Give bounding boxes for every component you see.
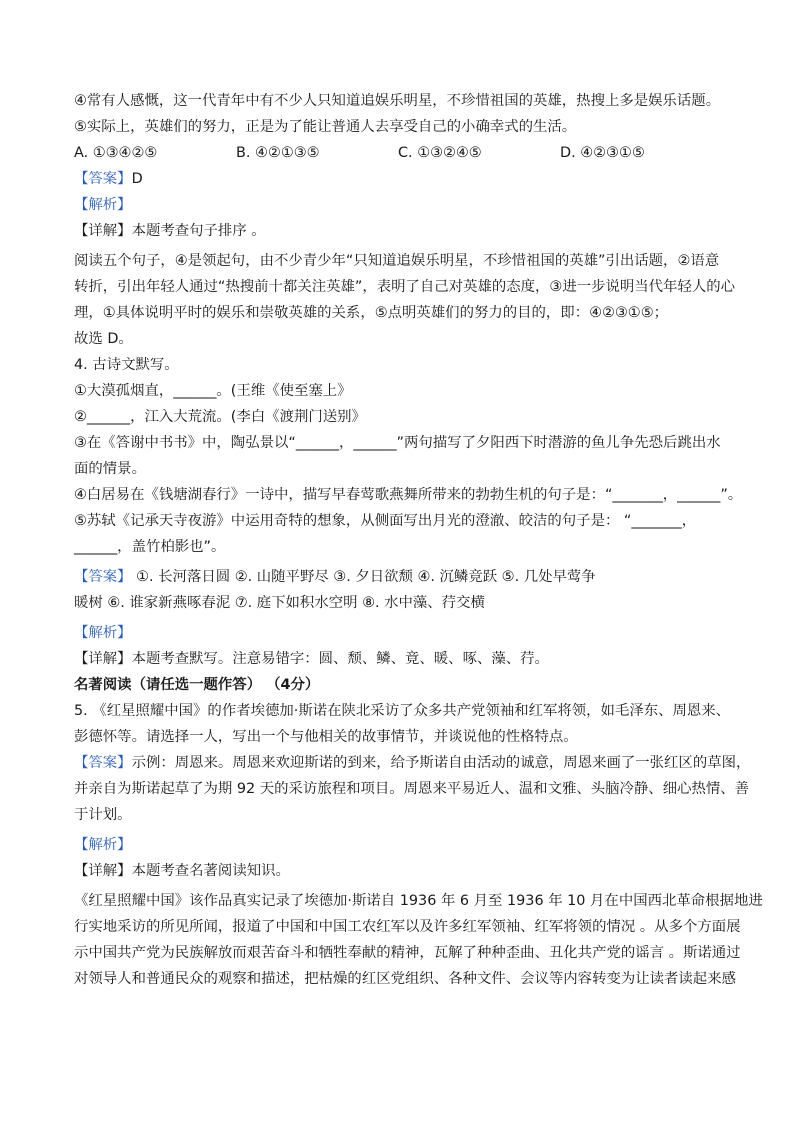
answer-tag: 【答案】 [74,569,132,585]
q5-line: 彭德怀等。请选择一人，写出一个与他相关的故事情节，并谈说他的性格特点。 [74,729,578,745]
q3-option-a: A. ①③④②⑤ [74,145,158,161]
q3-option-c: C. ①③②④⑤ [398,145,482,161]
q4-analysis-tag: 【解析】 [74,625,132,641]
q4-detail [74,646,724,672]
detail-tag: 【详解】 [74,651,132,667]
q4-answer [74,564,724,590]
q5-explain-line: 《红星照耀中国》该作品真实记录了埃德加·斯诺自 1936 年 6 月至 1936 年 10 月在中国西北革命根据地进 [74,893,763,909]
q4-detail-text: 本题考查默写。注意易错字：圆、颓、鳞、竟、暖、啄、藻、荇。 [131,651,549,667]
q5-detail-text: 本题考查名著阅读知识。 [131,863,290,879]
section-title: 名著阅读（请任选一题作答） （4分） [74,677,320,693]
q3-detail-text: 本题考查句子排序 。 [131,223,266,239]
q3-analysis-tag: 【解析】 [74,197,132,213]
q5-explain-line: 行实地采访的所见所闻，报道了中国和中国工农红军以及许多红军领袖、红军将领的情况 。从多个方面展 [74,919,741,935]
q3-explain-line: 理，①具体说明平时的娱乐和崇敬英雄的关系，⑤点明英雄们的努力的目的，即：④②③①⑤； [74,305,668,321]
q3-sentence-5: ⑤实际上，英雄们的努力，正是为了能让普通人去享受自己的小确幸式的生活。 [74,119,577,135]
answer-tag: 【答案】 [74,755,132,771]
answer-tag: 【答案】 [74,171,132,187]
q3-explain-line: 阅读五个句子，④是领起句，由不少青少年“只知道追娱乐明星，不珍惜祖国的英雄”引出话题，②语意 [74,253,720,269]
q4-answer-line: ①. 长河落日圆 ②. 山随平野尽 ③. 夕日欲颓 ④. 沉鳞竞跃 ⑤. 几处早莺争 [131,569,596,585]
q4-line: ⑤苏轼《记承天寺夜游》中运用奇特的想象，从侧面写出月光的澄澈、皎洁的句子是： “_______， [74,513,697,529]
q5-detail [74,858,724,884]
q5-line: 5. 《红星照耀中国》的作者埃德加·斯诺在陕北采访了众多共产党领袖和红军将领，如毛泽东、周恩来、 [74,703,731,719]
q3-explain-line: 转折，引出年轻人通过“热搜前十都关注英雄”，表明了自己对英雄的态度，③进一步说明当代年轻人的心 [74,279,736,295]
q4-line: ①大漠孤烟直，______。(王维《使至塞上》 [74,383,352,399]
q5-answer-line: 并亲自为斯诺起草了为期 92 天的采访旅程和项目。周恩来平易近人、温和文雅、头脑冷静、细心热情、善 [74,781,750,797]
q3-answer-value: D [131,171,143,187]
q5-answer-line: 于计划。 [74,807,132,823]
document-page [74,88,763,992]
q4-line: 面的情景。 [74,461,146,477]
q3-answer [74,166,724,192]
q3-options [74,140,724,166]
q5-explain-line: 对领导人和普通民众的观察和描述，把枯燥的红区党组织、各种文件、会议等内容转变为让读者读起来感 [74,971,736,987]
q3-option-d: D. ④②③①⑤ [560,145,645,161]
q4-line: ②______，江入大荒流。(李白《渡荆门送别》 [74,409,366,425]
q5-analysis-tag: 【解析】 [74,837,132,853]
q3-option-b: B. ④②①③⑤ [236,145,320,161]
q4-line: ______，盖竹柏影也”。 [74,539,226,555]
q5-explain-line: 示中国共产党为民族解放而艰苦奋斗和牺牲奉献的精神，瓦解了种种歪曲、丑化共产党的谣言 。斯诺通过 [74,945,741,961]
detail-tag: 【详解】 [74,863,132,879]
q3-detail [74,218,724,244]
q3-sentence-4: ④常有人感慨，这一代青年中有不少人只知道追娱乐明星，不珍惜祖国的英雄，热搜上多是娱乐话题。 [74,93,721,109]
q5-answer [74,750,751,776]
q4-line: ④白居易在《钱塘湖春行》一诗中，描写早春莺歌燕舞所带来的勃勃生机的句子是：“_______，______”。 [74,487,743,503]
q4-line: ③在《答谢中书书》中，陶弘景以“______，______”两句描写了夕阳西下时潜游的鱼儿争先恐后跳出水 [74,435,721,451]
q3-explain-line: 故选 D。 [74,331,133,347]
q5-answer-text: 示例：周恩来。周恩来欢迎斯诺的到来，给予斯诺自由活动的诚意，周恩来画了一张红区的草图， [131,755,751,771]
q4-title: 4. 古诗文默写。 [74,357,179,373]
detail-tag: 【详解】 [74,223,132,239]
q4-answer-line: 暖树 ⑥. 谁家新燕啄春泥 ⑦. 庭下如积水空明 ⑧. 水中藻、荇交横 [74,595,485,611]
